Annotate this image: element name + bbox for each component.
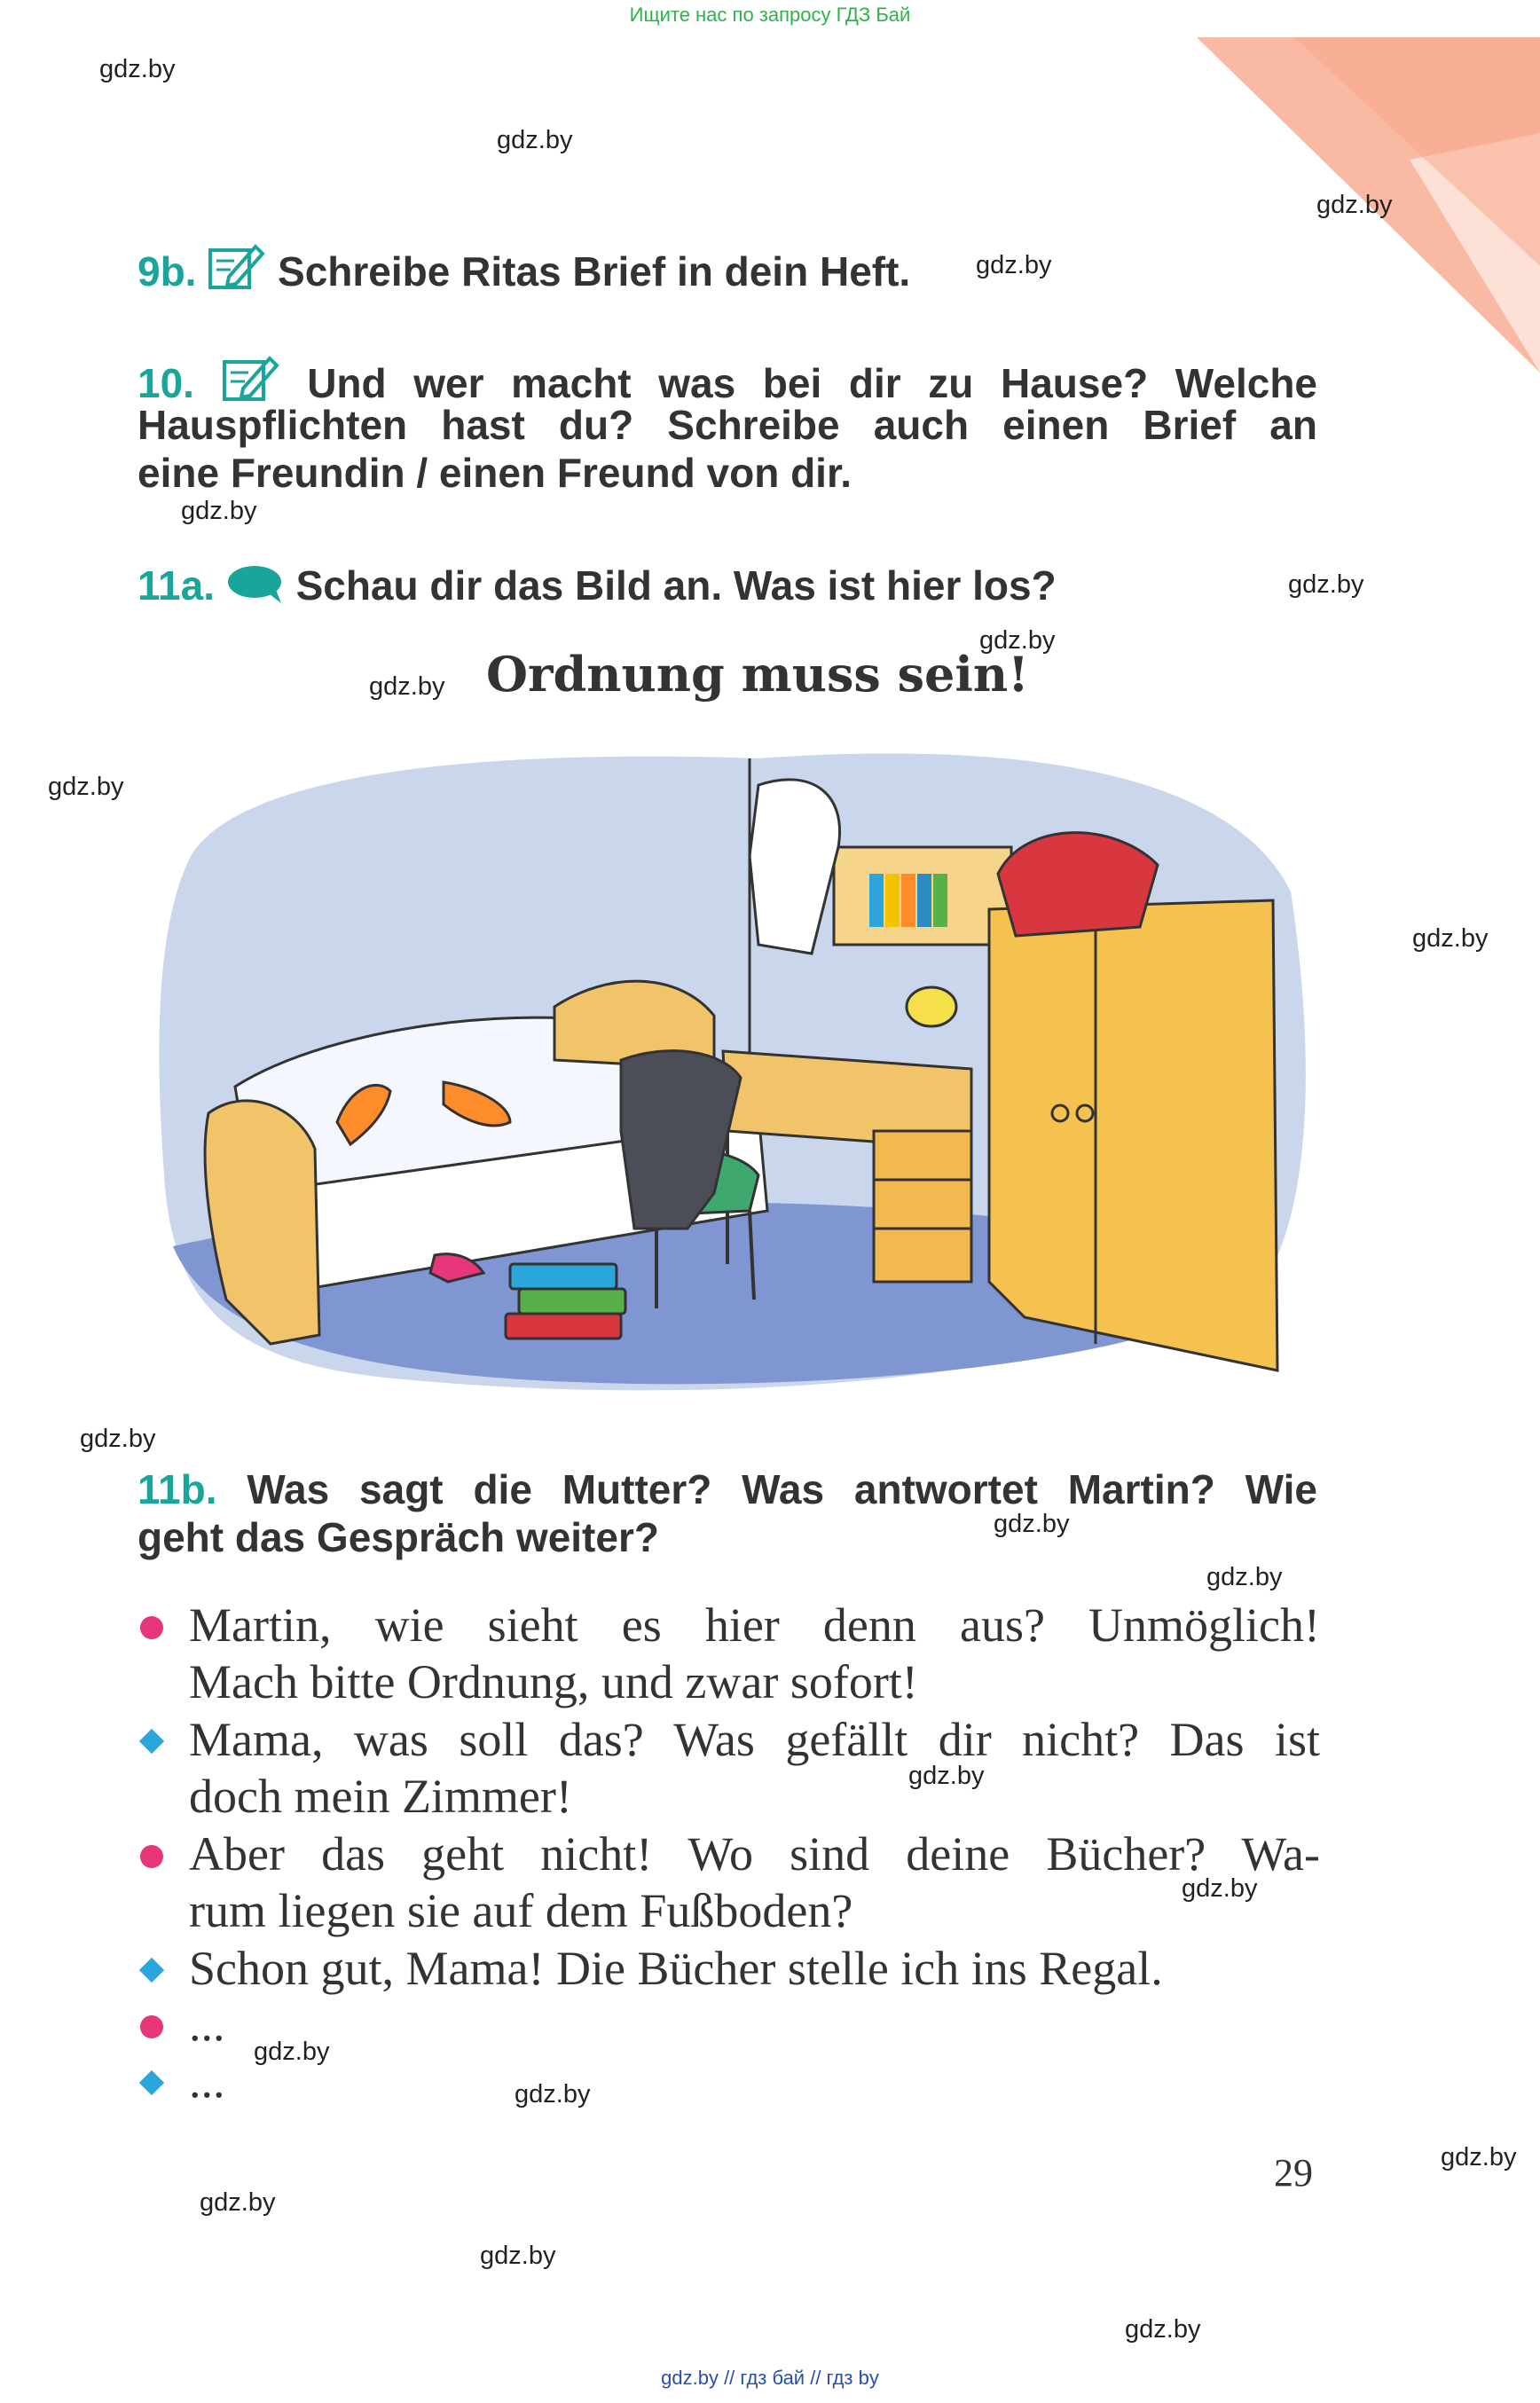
watermark: gdz.by: [994, 1510, 1070, 1538]
task-text-line: geht das Gespräch weiter?: [138, 1514, 659, 1560]
illustration-title: Ordnung muss sein!: [486, 646, 1029, 703]
task-text: Schreibe Ritas Brief in dein Heft.: [278, 248, 911, 294]
watermark: gdz.by: [908, 1762, 985, 1790]
watermark: gdz.by: [369, 672, 445, 701]
task-11a: [138, 561, 1057, 609]
watermark: gdz.by: [497, 126, 573, 154]
watermark: gdz.by: [200, 2188, 276, 2217]
watermark: gdz.by: [1288, 570, 1364, 599]
blue-diamond-icon: [139, 1958, 164, 1983]
blue-diamond-icon: [139, 2070, 164, 2095]
dialog-line: Mach bitte Ordnung, und zwar sofort!: [189, 1655, 918, 1708]
watermark: gdz.by: [515, 2080, 591, 2109]
dialog-item: [140, 1597, 1320, 1710]
pink-bullet-icon: [140, 1845, 163, 1868]
pink-bullet-icon: [140, 2015, 163, 2038]
corner-decoration: [1197, 0, 1540, 373]
task-9b: [138, 241, 910, 295]
task-number: 11b.: [138, 1466, 217, 1512]
task-number: 9b.: [138, 248, 197, 294]
task-text-line: eine Freundin / einen Freund von dir.: [138, 450, 852, 496]
footer-links[interactable]: gdz.by // гдз бай // гдз by: [661, 2367, 879, 2389]
dialog-item: [140, 2053, 495, 2109]
task-number: 11a.: [138, 562, 215, 609]
dialog-line: Mama, was soll das? Was gefällt dir nicht? Das ist: [189, 1713, 1320, 1766]
watermark: gdz.by: [480, 2242, 556, 2270]
dialog-item: [140, 1826, 1320, 1939]
watermark: gdz.by: [1125, 2315, 1201, 2344]
task-11b: [138, 1465, 1317, 1513]
messy-room-illustration: [138, 732, 1326, 1406]
task-text-line: Was sagt die Mutter? Was antwortet Martin? Wie: [247, 1466, 1318, 1512]
task-text-line: Hauspflichten hast du? Schreibe auch einen Brief an: [138, 402, 1317, 448]
dialog-line: doch mein Zimmer!: [189, 1770, 572, 1823]
watermark: gdz.by: [1412, 924, 1489, 953]
pink-bullet-icon: [140, 1616, 163, 1639]
dialog-line: Schon gut, Mama! Die Bücher stelle ich ins Regal.: [189, 1942, 1163, 1995]
task-text-line: Und wer macht was bei dir zu Hause? Welche: [307, 360, 1318, 406]
watermark: gdz.by: [99, 55, 176, 83]
watermark: gdz.by: [254, 2038, 330, 2066]
page-number: 29: [1274, 2151, 1313, 2195]
dialog-line: ...: [189, 2054, 225, 2108]
blue-diamond-icon: [139, 1729, 164, 1754]
dialog-item: [140, 1940, 1320, 1997]
top-banner[interactable]: Ищите нас по запросу ГДЗ Бай: [629, 4, 911, 26]
speech-bubble-icon: [226, 564, 285, 605]
watermark: gdz.by: [1206, 1563, 1283, 1591]
watermark: gdz.by: [1441, 2143, 1517, 2171]
dialog-item: [140, 1996, 495, 2053]
pencil-notebook-icon: [208, 241, 266, 291]
dialog-line: Aber das geht nicht! Wo sind deine Bücher? Wa-: [189, 1827, 1320, 1881]
dialog-line: Martin, wie sieht es hier denn aus? Unmöglich!: [189, 1598, 1320, 1652]
watermark: gdz.by: [80, 1425, 156, 1453]
watermark: gdz.by: [979, 626, 1056, 655]
watermark: gdz.by: [976, 251, 1052, 279]
task-text: Schau dir das Bild an. Was ist hier los?: [295, 562, 1057, 609]
task-10: [138, 353, 1317, 407]
pencil-notebook-icon: [222, 353, 280, 403]
watermark: gdz.by: [1182, 1874, 1258, 1903]
watermark: gdz.by: [48, 773, 124, 801]
watermark: gdz.by: [181, 497, 257, 525]
dialog-item: [140, 1711, 1320, 1825]
watermark: gdz.by: [1316, 191, 1393, 219]
dialog-line: ...: [189, 1998, 225, 2051]
dialog-line: rum liegen sie auf dem Fußboden?: [189, 1884, 853, 1937]
task-number: 10.: [138, 360, 194, 406]
